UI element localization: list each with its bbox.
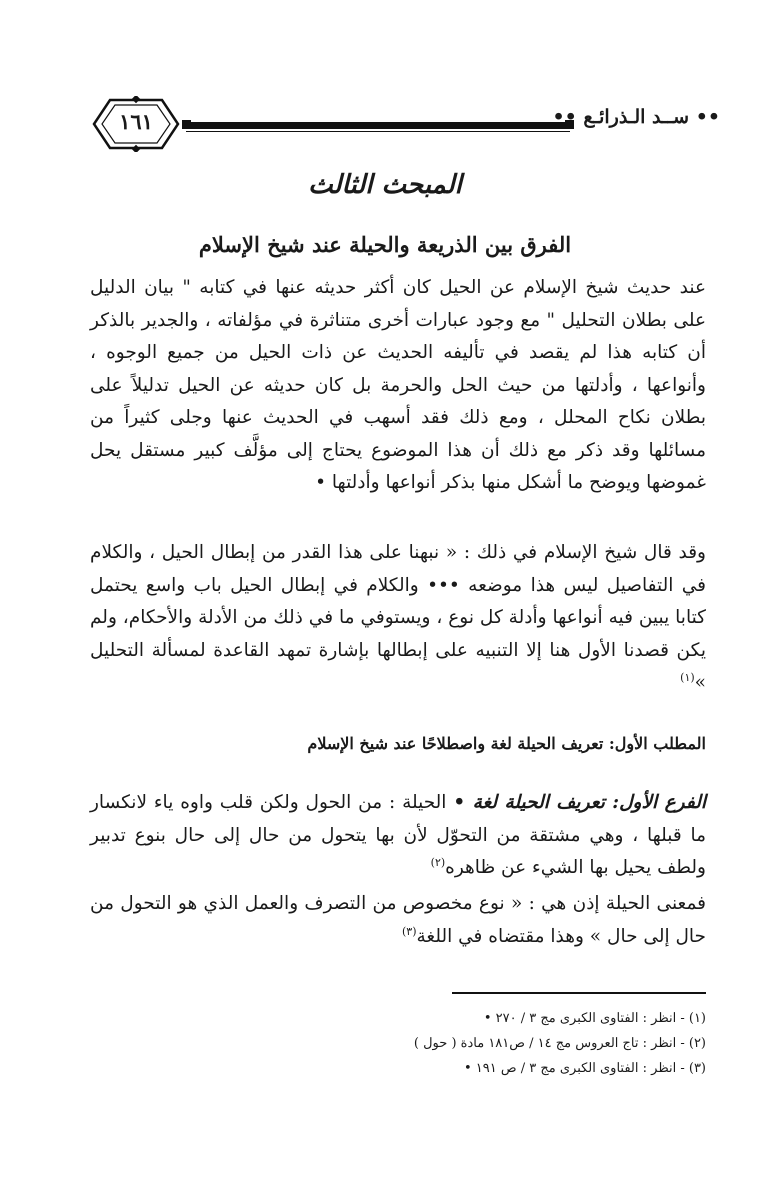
paragraph-2-text: وقد قال شيخ الإسلام في ذلك : « نبهنا على هذا القدر من إبطال الحيل ، والكلام في التفاصيل ليس هذا موضعه ••• والكلام في إبطال الحيل باب واسع يحتمل كتابا يبين فيه أنواعها وأدلة كل نوع ، ويستوفي ما في ذلك من الأدلة والأحكام، ولم يكن قصدنا الأول هنا إلا التنبيه على إبطالها بإشارة تمهد القاعدة لمسألة التحليل »: [90, 542, 706, 693]
subsection-title: المطلب الأول: تعريف الحيلة لغة واصطلاحًا عند شيخ الإسلام: [307, 734, 706, 753]
branch-text: الحيلة : من الحول ولكن قلب واوه ياء لانكسار ما قبلها ، وهي مشتقة من التحوّل لأن بها يتحول من حال إلى حال بنوع تدبير ولطف يحيل بها الشيء عن ظاهره: [90, 792, 706, 878]
header-rule-thin: [186, 131, 570, 132]
paragraph-1: عند حديث شيخ الإسلام عن الحيل كان أكثر حديثه عنها في كتابه " بيان الدليل على بطلان التحليل " مع وجود عبارات أخرى متناثرة في مؤلفاته ، والجدير بالذكر أن كتابه هذا لم يقصد في تأليفه الحديث عن ذات الحيل من جميع الوجوه ، وأنواعها ، وأدلتها من حيث الحل والحرمة بل كان حديثه عن الحيل تدليلاً على بطلان نكاح المحلل ، ومع ذلك فقد أسهب في الحديث عنها وجلى كثيراً من مسائلها وقد ذكر مع ذلك أن هذا الموضوع يحتاج إلى مؤلَّف كبير مستقل يحل غموضها ويوضح ما أشكل منها بذكر أنواعها وأدلتها •: [90, 277, 706, 493]
footnote-3: (٣) - انظر : الفتاوى الكبرى مج ٣ / ص ١٩١ •: [463, 1061, 706, 1076]
footnote-2: (٢) - انظر : تاج العروس مج ١٤ / ص١٨١ مادة ( حول ): [413, 1036, 706, 1051]
branch-lead: الفرع الأول: تعريف الحيلة لغة •: [453, 792, 706, 813]
paragraph-4: [90, 888, 706, 953]
footnote-1: (١) - انظر : الفتاوى الكبرى مج ٣ / ٢٧٠ •: [483, 1011, 706, 1026]
footnote-ref-1: (١): [680, 670, 695, 684]
page-number-badge: [90, 96, 182, 152]
paragraph-4-text: فمعنى الحيلة إذن هي : « نوع مخصوص من التصرف والعمل الذي هو التحول من حال إلى حال » وهذا مقتضاه في اللغة: [90, 893, 706, 947]
paragraph-3: [90, 787, 706, 885]
section-title: الفرق بين الذريعة والحيلة عند شيخ الإسلام: [198, 232, 572, 257]
running-header: [90, 96, 720, 152]
paragraph-2: [90, 537, 706, 700]
page-number: ١٦١: [119, 109, 153, 134]
footnote-separator: [452, 992, 706, 994]
running-title: •• ســد الـذرائـع ••: [552, 106, 720, 128]
footnotes: [90, 1006, 706, 1081]
footnote-ref-3: (٣): [402, 924, 417, 938]
footnote-ref-2: (٢): [430, 855, 446, 869]
header-rule: [186, 122, 570, 129]
chapter-title: المبحث الثالث: [308, 170, 462, 200]
